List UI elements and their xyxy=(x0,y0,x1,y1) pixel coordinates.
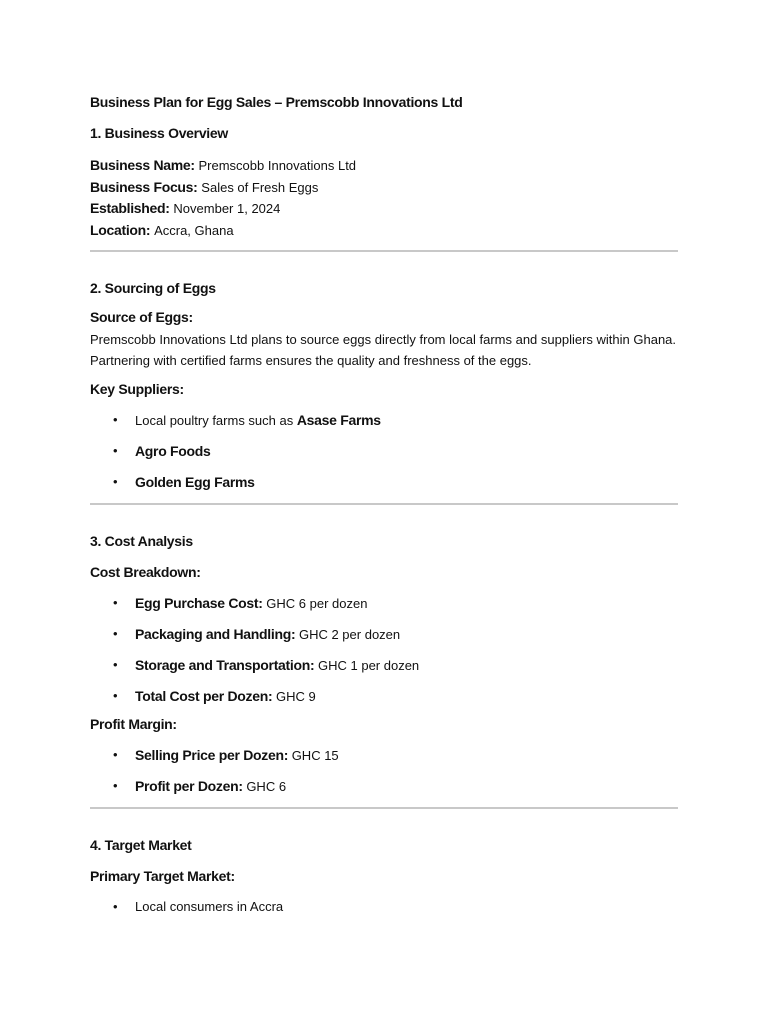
list-item xyxy=(90,745,678,776)
bullet-icon: • xyxy=(113,474,118,489)
source-of-eggs-text: Premscobb Innovations Ltd plans to source eggs directly from local farms and suppliers within Ghana. Partnering with certified farms ensures the quality and freshness of the eggs. xyxy=(90,332,677,368)
bullet-icon: • xyxy=(113,747,118,762)
source-of-eggs-label: Source of Eggs: xyxy=(90,309,193,325)
item-label: Packaging and Handling: xyxy=(135,626,296,642)
bullet-icon: • xyxy=(113,595,118,610)
bullet-icon: • xyxy=(113,443,118,458)
section-divider xyxy=(90,807,678,809)
target-list xyxy=(90,897,678,928)
supplier-name: Asase Farms xyxy=(296,412,381,428)
profit-list xyxy=(90,745,678,798)
field-established xyxy=(90,198,678,220)
profit-margin-label: Profit Margin: xyxy=(90,716,177,732)
field-business-name xyxy=(90,155,678,177)
item-value: GHC 6 per dozen xyxy=(266,596,368,611)
section-heading-cost: 3. Cost Analysis xyxy=(90,533,193,549)
section-heading-target: 4. Target Market xyxy=(90,837,192,853)
list-item xyxy=(90,441,678,472)
document-title: Business Plan for Egg Sales – Premscobb Innovations Ltd xyxy=(90,94,463,110)
item-text: Local consumers in Accra xyxy=(135,899,284,914)
item-value: GHC 1 per dozen xyxy=(318,658,420,673)
item-value: GHC 9 xyxy=(275,689,316,704)
bullet-icon: • xyxy=(113,657,118,672)
section-divider xyxy=(90,503,678,505)
suppliers-list xyxy=(90,410,678,494)
item-value: GHC 15 xyxy=(291,748,339,763)
supplier-name: Golden Egg Farms xyxy=(135,474,255,490)
field-value: Sales of Fresh Eggs xyxy=(201,179,319,195)
section-heading-overview: 1. Business Overview xyxy=(90,125,228,141)
bullet-icon: • xyxy=(113,778,118,793)
document-page xyxy=(90,93,678,928)
item-label: Profit per Dozen: xyxy=(135,778,243,794)
item-value: GHC 2 per dozen xyxy=(298,627,401,642)
bullet-icon: • xyxy=(113,688,118,703)
field-value: Accra, Ghana xyxy=(154,222,234,238)
key-suppliers-label: Key Suppliers: xyxy=(90,381,184,397)
list-item xyxy=(90,897,678,928)
field-label: Business Focus: xyxy=(90,178,198,195)
list-item xyxy=(90,655,678,686)
primary-target-label: Primary Target Market: xyxy=(90,868,235,884)
item-label: Egg Purchase Cost: xyxy=(135,595,263,611)
supplier-name: Agro Foods xyxy=(135,443,211,459)
section-divider xyxy=(90,250,678,252)
field-location xyxy=(90,220,678,242)
bullet-icon: • xyxy=(113,626,118,641)
cost-breakdown-label: Cost Breakdown: xyxy=(90,564,201,580)
field-label: Business Name: xyxy=(90,157,195,173)
field-business-focus xyxy=(90,177,678,199)
list-item xyxy=(90,593,678,624)
list-item xyxy=(90,686,678,715)
field-value: November 1, 2024 xyxy=(173,201,281,216)
section-heading-sourcing: 2. Sourcing of Eggs xyxy=(90,280,216,296)
item-label: Storage and Transportation: xyxy=(135,657,315,673)
field-label: Location: xyxy=(90,221,151,238)
cost-breakdown-list xyxy=(90,593,678,715)
field-label: Established: xyxy=(90,200,170,216)
item-label: Total Cost per Dozen: xyxy=(135,688,273,704)
list-item xyxy=(90,776,678,798)
overview-fields xyxy=(90,155,678,241)
item-label: Selling Price per Dozen: xyxy=(135,747,289,763)
list-item xyxy=(90,472,678,494)
list-item xyxy=(90,624,678,655)
field-value: Premscobb Innovations Ltd xyxy=(198,158,357,173)
bullet-icon: • xyxy=(113,899,118,914)
item-value: GHC 6 xyxy=(246,779,287,794)
supplier-prefix: Local poultry farms such as xyxy=(135,413,297,428)
bullet-icon: • xyxy=(113,412,118,427)
list-item xyxy=(90,410,678,441)
